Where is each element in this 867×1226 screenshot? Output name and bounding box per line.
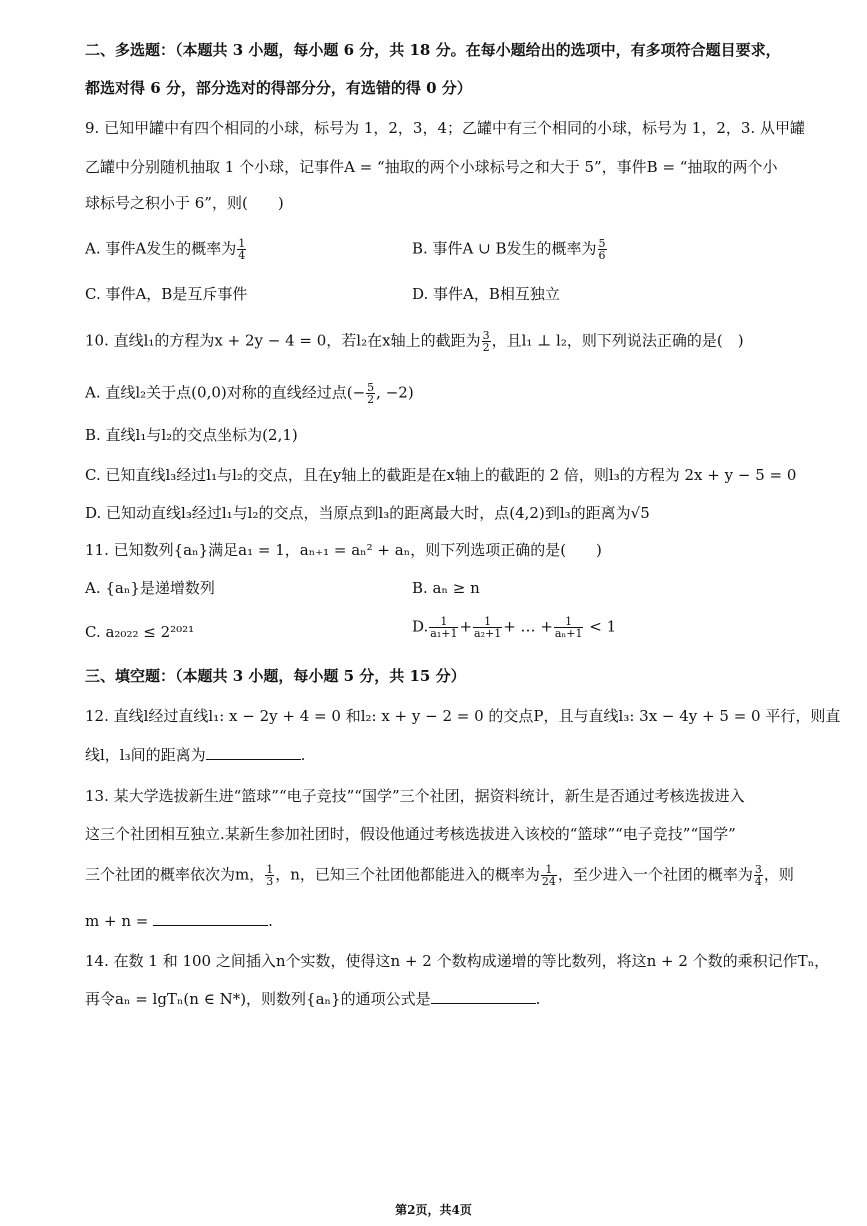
fraction-numerator: 3 — [754, 863, 762, 876]
q12-line1: 12. 直线l经过直线l₁: x − 2y + 4 = 0 和l₂: x + y − 2 = 0 的交点P，且与直线l₃: 3x − 4y + 5 = 0 平行，则直 — [85, 707, 841, 725]
q9-line1: 9. 已知甲罐中有四个相同的小球，标号为 1，2，3，4；乙罐中有三个相同的小球，标号为 1，2，3. 从甲罐 — [85, 119, 805, 137]
q13-line1: 13. 某大学选拔新生进“篮球”“电子竞技”“国学”三个社团，据资料统计，新生是否通过考核选拔进入 — [85, 787, 745, 805]
fraction-denominator: 4 — [754, 875, 762, 888]
fraction-numerator: 5 — [598, 237, 606, 250]
q13-line3-mid: ，n，已知三个社团他都能进入的概率为 — [275, 865, 540, 884]
q14-line2 — [85, 989, 847, 1009]
fraction-numerator: 1 — [266, 863, 274, 876]
fraction-numerator: 1 — [554, 616, 584, 628]
q13-fraction-1 — [265, 864, 274, 887]
period: . — [300, 746, 306, 764]
q11-option-b: B. aₙ ≥ n — [412, 579, 480, 597]
fraction-denominator: 2 — [367, 393, 375, 406]
answer-blank[interactable] — [206, 745, 301, 760]
ellipsis: + … + — [503, 617, 553, 636]
q10-option-a-text: A. 直线l₂关于点(0,0)对称的直线经过点(− — [85, 383, 366, 402]
fraction-denominator: aₙ+1 — [554, 627, 583, 640]
q9-option-b — [412, 238, 608, 261]
q10-option-a — [85, 382, 847, 405]
q10-option-a-fraction — [366, 382, 375, 405]
q10-option-a-suffix: , −2) — [376, 383, 414, 402]
q10-stem-fraction — [482, 330, 491, 353]
fraction-denominator: a₂+1 — [474, 627, 502, 640]
q9-line3: 球标号之积小于 6”，则( ) — [85, 194, 284, 212]
q13-fraction-3 — [754, 864, 763, 887]
q9-option-a-fraction — [237, 238, 246, 261]
q9-line2: 乙罐中分别随机抽取 1 个小球，记事件A = “抽取的两个小球标号之和大于 5”，事件B = “抽取的两个小 — [85, 158, 778, 176]
q13-line3-suffix: ，则 — [763, 865, 794, 884]
q10-stem — [85, 330, 847, 353]
fraction-denominator: 24 — [541, 875, 556, 888]
q13-line3-text: 三个社团的概率依次为m， — [85, 865, 265, 884]
section2-heading-line1: 二、多选题：（本题共 3 小题，每小题 6 分，共 18 分。在每小题给出的选项中，有多项符合题目要求， — [85, 41, 781, 59]
section3-heading: 三、填空题：（本题共 3 小题，每小题 5 分，共 15 分） — [85, 667, 466, 685]
q9-option-d: D. 事件A，B相互独立 — [412, 285, 560, 303]
q11-option-d-label: D. — [412, 617, 429, 636]
q12-line2-text: 线l，l₃间的距离为 — [85, 746, 206, 764]
fraction-numerator: 1 — [238, 237, 246, 250]
q13-line4 — [85, 911, 847, 931]
fraction-numerator: 5 — [367, 381, 375, 394]
q10-option-d: D. 已知动直线l₃经过l₁与l₂的交点，当原点到l₃的距离最大时，点(4,2)到l₃的距离为√5 — [85, 504, 650, 522]
plus-sign: + — [459, 617, 473, 636]
q9-option-b-fraction — [598, 238, 607, 261]
q11-option-d-term1 — [429, 616, 458, 639]
q11-option-d — [412, 616, 616, 639]
q13-line2: 这三个社团相互独立.某新生参加社团时，假设他通过考核选拔进入该校的“篮球”“电子竞技”“国学” — [85, 825, 736, 843]
q9-option-a-text: A. 事件A发生的概率为 — [85, 239, 237, 258]
q13-line3 — [85, 864, 847, 887]
fraction-denominator: a₁+1 — [430, 627, 458, 640]
q10-option-b: B. 直线l₁与l₂的交点坐标为(2,1) — [85, 426, 298, 444]
answer-blank[interactable] — [153, 911, 268, 926]
q11-option-d-term3 — [554, 616, 584, 639]
q14-line2-text: 再令aₙ = lgTₙ(n ∈ N*)，则数列{aₙ}的通项公式是 — [85, 990, 431, 1008]
q9-option-a — [85, 238, 247, 261]
period: . — [268, 912, 273, 930]
section2-heading-line2: 都选对得 6 分，部分选对的得部分分，有选错的得 0 分） — [85, 79, 472, 97]
q11-option-a: A. {aₙ}是递增数列 — [85, 579, 215, 597]
q13-line4-text: m + n = — [85, 912, 149, 930]
fraction-numerator: 1 — [473, 616, 502, 628]
fraction-denominator: 3 — [266, 875, 274, 888]
fraction-numerator: 3 — [482, 329, 490, 342]
q11-stem: 11. 已知数列{aₙ}满足a₁ = 1，aₙ₊₁ = aₙ² + aₙ，则下列选项正确的是( ) — [85, 541, 602, 559]
q11-option-d-term2 — [473, 616, 502, 639]
q12-line2 — [85, 745, 847, 765]
fraction-denominator: 4 — [238, 249, 246, 262]
q13-line3-mid2: ，至少进入一个社团的概率为 — [557, 865, 753, 884]
q11-option-d-suffix: < 1 — [589, 617, 617, 636]
period: . — [535, 990, 541, 1008]
q11-option-c: C. a₂₀₂₂ ≤ 2²⁰²¹ — [85, 623, 195, 641]
q9-option-b-text: B. 事件A ∪ B发生的概率为 — [412, 239, 597, 258]
fraction-denominator: 6 — [598, 249, 606, 262]
q13-fraction-2 — [541, 864, 557, 887]
q10-option-c: C. 已知直线l₃经过l₁与l₂的交点，且在y轴上的截距是在x轴上的截距的 2 倍，则l₃的方程为 2x + y − 5 = 0 — [85, 466, 797, 484]
page-footer: 第2页，共4页 — [395, 1203, 472, 1217]
q9-option-c: C. 事件A，B是互斥事件 — [85, 285, 248, 303]
q10-stem-text: 10. 直线l₁的方程为x + 2y − 4 = 0，若l₂在x轴上的截距为 — [85, 331, 481, 350]
q14-line1: 14. 在数 1 和 100 之间插入n个实数，使得这n + 2 个数构成递增的等比数列，将这n + 2 个数的乘积记作Tₙ， — [85, 952, 830, 970]
fraction-denominator: 2 — [482, 341, 490, 354]
q10-stem-suffix: ，且l₁ ⊥ l₂，则下列说法正确的是( ) — [491, 331, 744, 350]
fraction-numerator: 1 — [429, 616, 458, 628]
fraction-numerator: 1 — [541, 864, 557, 876]
answer-blank[interactable] — [431, 989, 536, 1004]
